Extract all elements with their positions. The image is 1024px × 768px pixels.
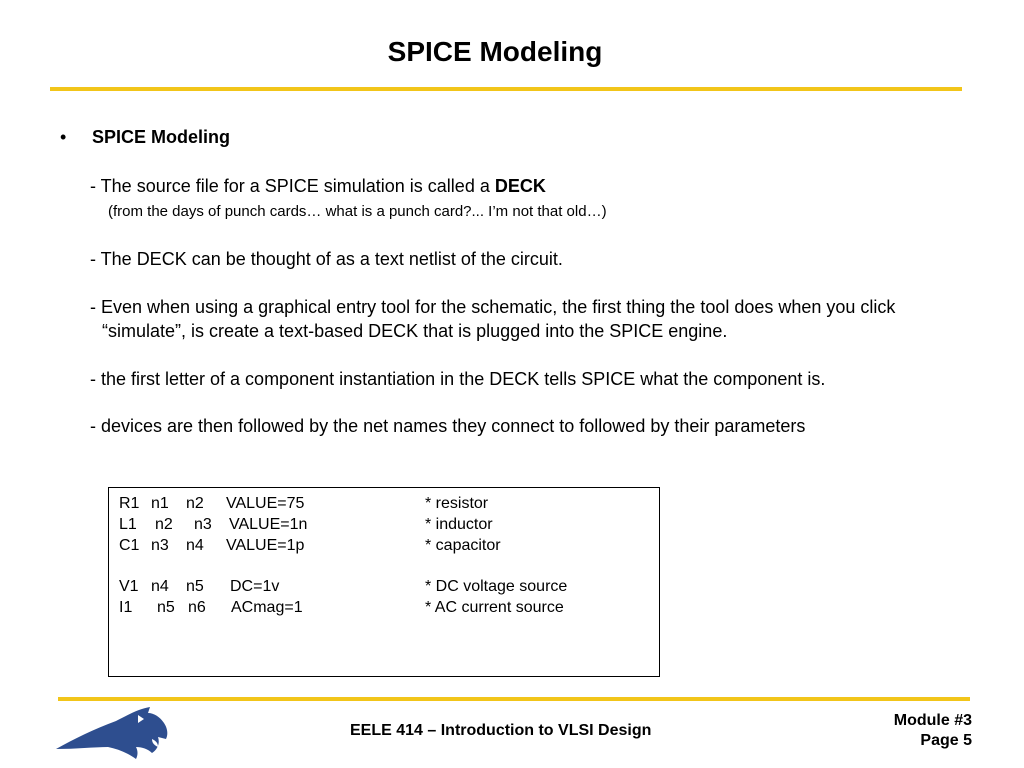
deck-parameter: DC=1v: [230, 578, 280, 595]
course-title: EELE 414 – Introduction to VLSI Design: [350, 722, 652, 739]
deck-comment: * AC current source: [425, 599, 564, 616]
deck-comment: * inductor: [425, 516, 493, 533]
netlist-line: - The DECK can be thought of as a text netlist of the circuit.: [90, 249, 563, 269]
deck-parameter: VALUE=1p: [226, 537, 305, 554]
deck-component-name: R1: [119, 495, 140, 512]
graphical-entry-line-1: - Even when using a graphical entry tool for the schematic, the first thing the tool does when you click: [90, 297, 896, 317]
deck-comment: * capacitor: [425, 537, 501, 554]
deck-parameter: ACmag=1: [231, 599, 303, 616]
slide-title: SPICE Modeling: [387, 36, 603, 67]
deck-node-2: n5: [186, 578, 204, 595]
deck-comment: * resistor: [425, 495, 489, 512]
deck-node-2: n4: [186, 537, 204, 554]
deck-parameter: VALUE=75: [226, 495, 305, 512]
deck-node-1: n2: [155, 516, 173, 533]
deck-node-1: n3: [151, 537, 169, 554]
deck-comment: * DC voltage source: [425, 578, 568, 595]
devices-line: - devices are then followed by the net names they connect to followed by their parameters: [90, 416, 806, 436]
top-divider: [50, 87, 962, 91]
bottom-divider: [58, 697, 970, 701]
deck-node-1: n1: [151, 495, 169, 512]
deck-node-2: n3: [194, 516, 212, 533]
deck-component-name: L1: [119, 516, 137, 533]
deck-parameter: VALUE=1n: [229, 516, 308, 533]
bullet-marker: •: [60, 127, 67, 147]
deck-definition-line: [90, 176, 546, 197]
page-label: Page 5: [920, 732, 972, 749]
deck-component-name: C1: [119, 537, 140, 554]
deck-node-1: n5: [157, 599, 175, 616]
module-label: Module #3: [893, 712, 972, 729]
punch-card-note: (from the days of punch cards… what is a punch card?... I’m not that old…): [108, 203, 607, 220]
first-letter-line: - the first letter of a component instantiation in the DECK tells SPICE what the component is.: [90, 369, 826, 389]
deck-component-name: I1: [119, 599, 133, 616]
spice-deck-box: [108, 487, 660, 677]
deck-emphasis: DECK: [494, 176, 546, 196]
deck-component-name: V1: [119, 578, 139, 595]
module-page-info: [894, 711, 972, 751]
deck-node-1: n4: [151, 578, 169, 595]
bullet-heading: SPICE Modeling: [92, 127, 231, 147]
bobcat-logo-icon: [54, 703, 170, 761]
graphical-entry-line-2: “simulate”, is create a text-based DECK that is plugged into the SPICE engine.: [102, 321, 728, 341]
deck-node-2: n6: [188, 599, 206, 616]
deck-definition-text: - The source file for a SPICE simulation is called a: [90, 176, 495, 196]
deck-node-2: n2: [186, 495, 204, 512]
